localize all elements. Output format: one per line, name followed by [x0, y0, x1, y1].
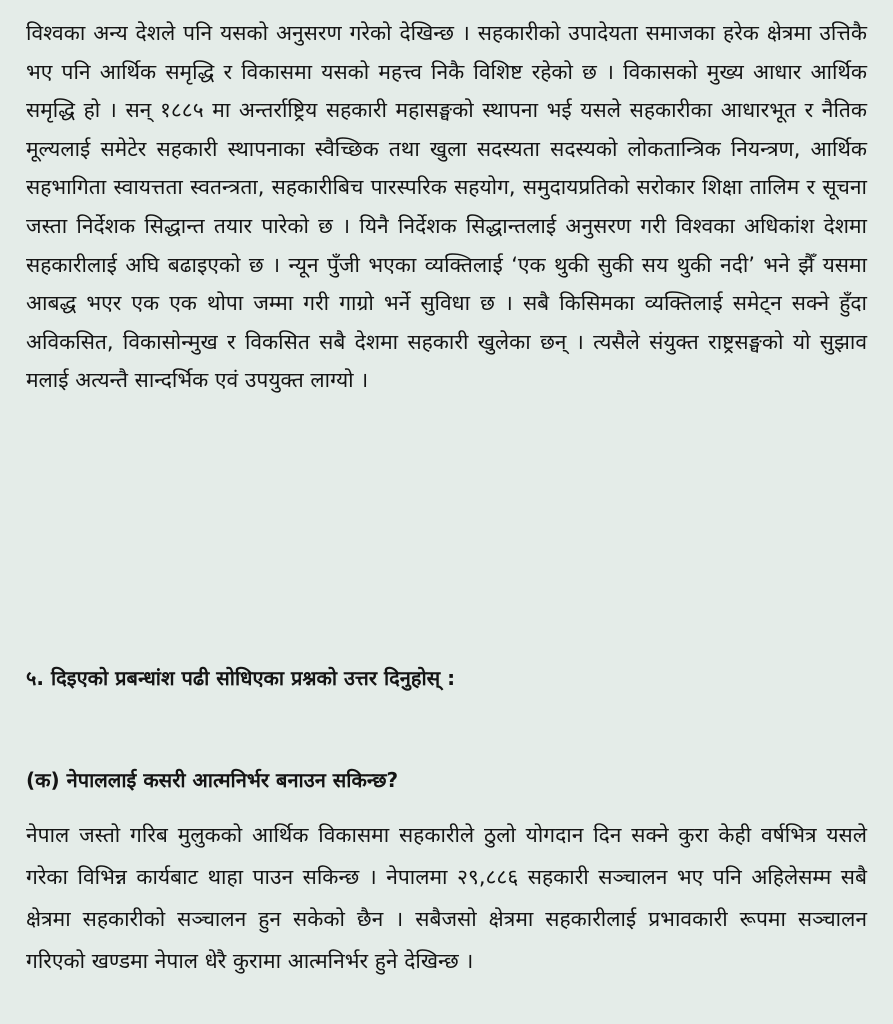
question-heading: ५. दिइएको प्रबन्धांश पढी सोधिएका प्रश्नको उत्तर दिनुहोस् : — [26, 666, 456, 690]
sub-question-heading: (क) नेपाललाई कसरी आत्मनिर्भर बनाउन सकिन्छ? — [26, 768, 399, 792]
body-paragraph-cooperative-importance: विश्वका अन्य देशले पनि यसको अनुसरण गरेको देखिन्छ । सहकारीको उपादेयता समाजका हरेक क्षेत्रमा उत्तिकै भए पनि आर्थिक समृद्धि र विकासमा यसको महत्त्व निकै विशिष्ट रहेको छ । विकासको मुख्य आधार आर्थिक समृद्धि हो । सन् १८८५ मा अन्तर्राष्ट्रिय सहकारी महासङ्घको स्थापना भई यसले सहकारीका आधारभूत र नैतिक मूल्यलाई समेटेर सहकारी स्थापनाका स्वैच्छिक तथा खुला सदस्यता सदस्यको लोकतान्त्रिक नियन्त्रण, आर्थिक सहभागिता स्वायत्तता स्वतन्त्रता, सहकारीबिच पारस्परिक सहयोग, समुदायप्रतिको सरोकार शिक्षा तालिम र सूचना जस्ता निर्देशक सिद्धान्त तयार पारेको छ । यिनै निर्देशक सिद्धान्तलाई अनुसरण गरी विश्वका अधिकांश देशमा सहकारीलाई अघि बढाइएको छ । न्यून पुँजी भएका व्यक्तिलाई ‘एक थुकी सुकी सय थुकी नदी’ भने झैँ यसमा आबद्ध भएर एक एक थोपा जम्मा गरी गाग्रो भर्ने सुविधा छ । सबै किसिमका व्यक्तिलाई समेट्न सक्ने हुँदा अविकसित, विकासोन्मुख र विकसित सबै देशमा सहकारी खुलेका छन् । त्यसैले संयुक्त राष्ट्रसङ्घको यो सुझाव मलाई अत्यन्तै सान्दर्भिक एवं उपयुक्त लाग्यो । — [26, 21, 868, 393]
answer-paragraph: नेपाल जस्तो गरिब मुलुकको आर्थिक विकासमा सहकारीले ठुलो योगदान दिन सक्ने कुरा केही वर्षभित्र यसले गरेका विभिन्न कार्यबाट थाहा पाउन सकिन्छ । नेपालमा २९,८८६ सहकारी सञ्चालन भए पनि अहिलेसम्म सबै क्षेत्रमा सहकारीको सञ्चालन हुन सकेको छैन । सबैजसो क्षेत्रमा सहकारीलाई प्रभावकारी रूपमा सञ्चालन गरिएको खण्डमा नेपाल धेरै कुरामा आत्मनिर्भर हुने देखिन्छ । — [26, 823, 867, 973]
